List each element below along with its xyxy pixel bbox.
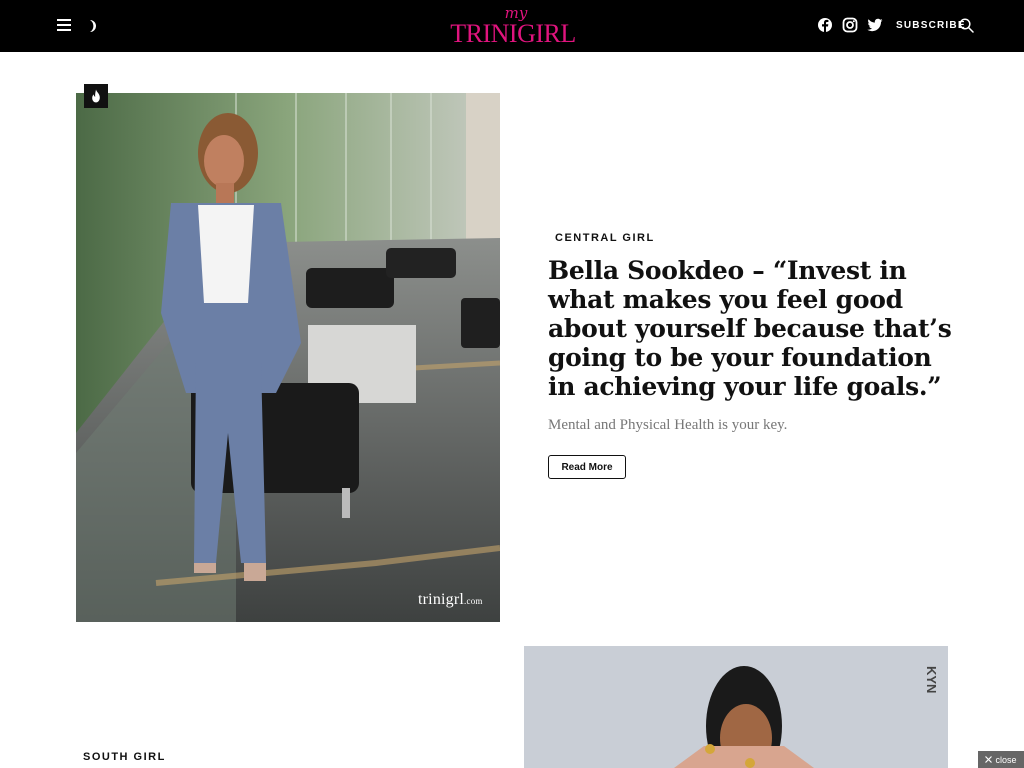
facebook-icon[interactable] — [817, 17, 833, 33]
twitter-icon[interactable] — [867, 17, 883, 33]
menu-icon[interactable] — [57, 19, 71, 31]
featured-photo — [76, 93, 500, 622]
fire-icon — [90, 89, 102, 103]
image-watermark — [418, 591, 483, 609]
featured-article-image[interactable] — [76, 93, 500, 622]
trending-badge — [84, 84, 108, 108]
article-category[interactable]: CENTRAL GIRL — [555, 232, 655, 244]
second-article-category[interactable]: SOUTH GIRL — [83, 751, 166, 763]
second-article-image[interactable] — [524, 646, 948, 768]
close-icon — [985, 756, 992, 763]
logo-trinigirl: TRINIGIRL — [450, 19, 576, 48]
instagram-icon[interactable] — [842, 17, 858, 33]
subscribe-link[interactable]: SUBSCRIBE — [896, 20, 966, 31]
read-more-button[interactable]: Read More — [548, 455, 626, 479]
search-icon[interactable] — [959, 18, 974, 33]
second-watermark: KYN — [924, 666, 939, 694]
close-label: close — [995, 754, 1017, 765]
watermark-suffix: .com — [464, 596, 483, 606]
moon-icon[interactable] — [86, 19, 98, 33]
site-logo[interactable] — [449, 6, 577, 46]
second-photo — [524, 646, 948, 768]
close-button[interactable] — [978, 751, 1024, 768]
watermark-text: trinigrl — [418, 591, 465, 608]
logo-my: my — [504, 4, 528, 22]
site-header — [0, 0, 1024, 52]
article-excerpt: Mental and Physical Health is your key. — [548, 417, 788, 433]
article-title[interactable]: Bella Sookdeo – “Invest in what makes you feel good about yourself because that’s going to be your foundation in achieving your life goals.” — [548, 256, 952, 401]
